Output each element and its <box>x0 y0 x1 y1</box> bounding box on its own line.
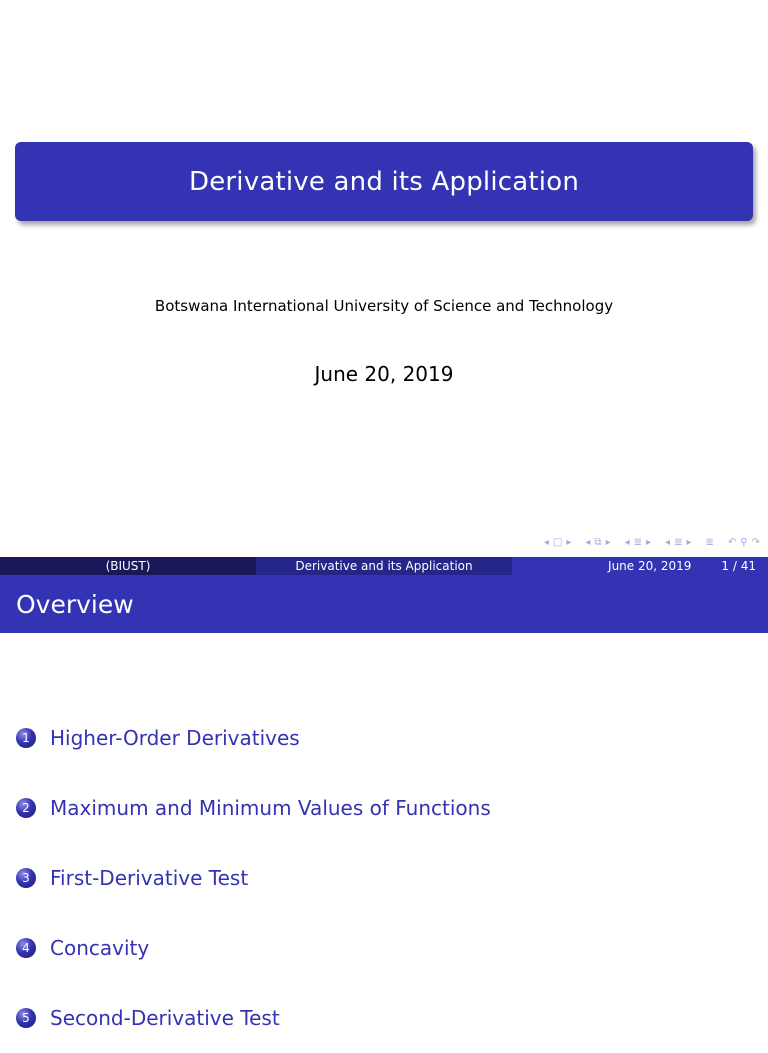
nav-prev-subsection-icon[interactable]: ◂ <box>585 537 591 548</box>
nav-search-icon[interactable]: ⚲ <box>740 537 748 548</box>
nav-frame-icon[interactable]: □ <box>552 537 563 548</box>
footer-date: June 20, 2019 <box>608 559 692 573</box>
headline-bar <box>0 557 768 575</box>
nav-appendix-icon[interactable]: ≣ <box>705 537 714 548</box>
toc-link[interactable]: Second-Derivative Test <box>50 1006 280 1030</box>
institute: Botswana International University of Science and Technology <box>154 297 614 315</box>
nav-forward-icon[interactable]: ↷ <box>751 537 760 548</box>
presentation-date: June 20, 2019 <box>314 362 454 386</box>
nav-prev-frame-icon[interactable]: ◂ <box>543 537 549 548</box>
toc-link[interactable]: Maximum and Minimum Values of Functions <box>50 796 491 820</box>
nav-back-icon[interactable]: ↶ <box>727 537 737 548</box>
footer-page-number: 1 / 41 <box>721 559 756 573</box>
slide-title: Derivative and its Application <box>189 166 579 197</box>
toc-link[interactable]: Higher-Order Derivatives <box>50 726 300 750</box>
toc-item[interactable] <box>16 773 491 843</box>
toc-number-ball: 2 <box>16 798 36 818</box>
footer-title: Derivative and its Application <box>256 557 512 575</box>
overview-slide <box>0 557 768 1030</box>
toc-number-ball: 5 <box>16 1008 36 1028</box>
footer-date-page <box>512 557 768 575</box>
toc-item[interactable] <box>16 913 491 983</box>
toc-item[interactable] <box>16 703 491 773</box>
nav-next-subsection-icon[interactable]: ▸ <box>605 537 611 548</box>
toc-number-ball: 1 <box>16 728 36 748</box>
beamer-navigation-bar <box>544 537 760 548</box>
footer-author: (BIUST) <box>0 557 256 575</box>
nav-doc-icon[interactable]: ≣ <box>674 537 683 548</box>
nav-subsection-icon[interactable]: ⧉ <box>594 537 602 548</box>
nav-next-frame-icon[interactable]: ▸ <box>566 537 572 548</box>
nav-next-section-icon[interactable]: ▸ <box>646 537 652 548</box>
frame-title: Overview <box>0 575 768 633</box>
table-of-contents <box>16 717 491 1053</box>
nav-prev-section-icon[interactable]: ◂ <box>624 537 630 548</box>
title-box <box>15 142 753 221</box>
nav-next-doc-icon[interactable]: ▸ <box>686 537 692 548</box>
nav-prev-doc-icon[interactable]: ◂ <box>665 537 671 548</box>
nav-section-icon[interactable]: ≣ <box>633 537 643 548</box>
toc-link[interactable]: First-Derivative Test <box>50 866 249 890</box>
toc-item[interactable] <box>16 843 491 913</box>
toc-item[interactable] <box>16 983 491 1053</box>
toc-number-ball: 3 <box>16 868 36 888</box>
toc-number-ball: 4 <box>16 938 36 958</box>
toc-link[interactable]: Concavity <box>50 936 150 960</box>
